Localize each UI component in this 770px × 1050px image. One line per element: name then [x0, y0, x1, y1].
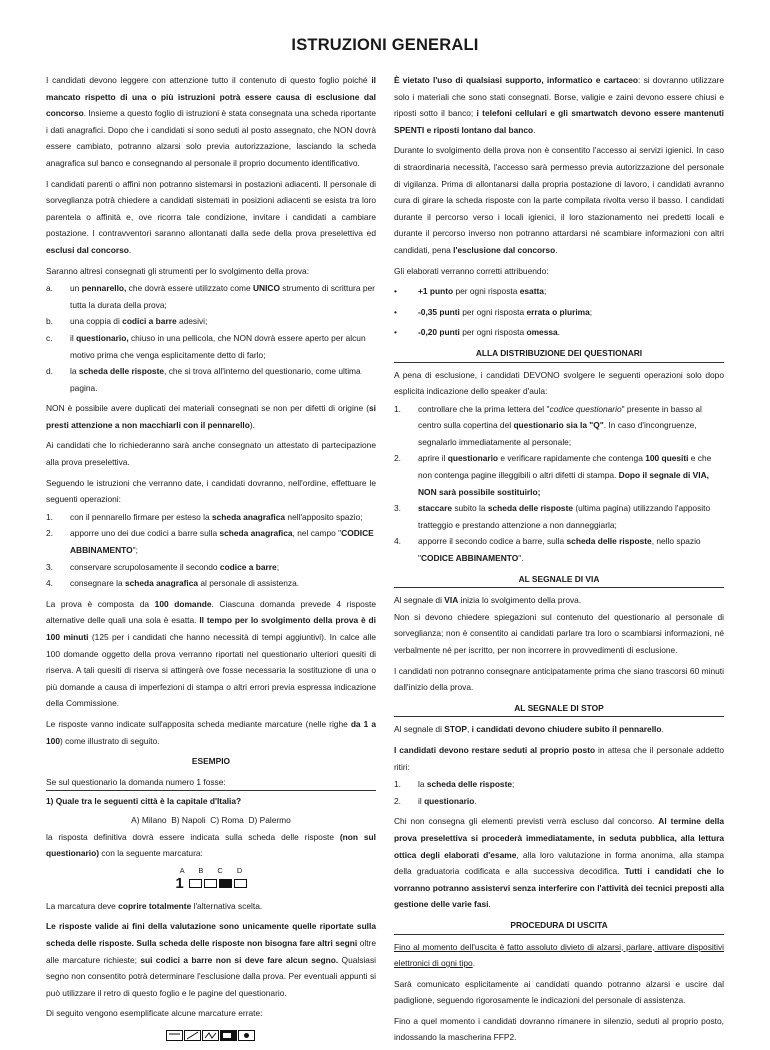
- bubble-a: [189, 879, 202, 888]
- list-item: 4. consegnare la scheda anagrafica al personale di assistenza.: [46, 578, 300, 589]
- list-item: 1. la scheda delle risposte;: [394, 779, 515, 790]
- exit-silence: Fino a quel momento i candidati dovranno rimanere in silenzio, seduti al proprio posto, indossando la mascherina FFP2.: [394, 1015, 724, 1043]
- section-heading-stop: AL SEGNALE DI STOP: [394, 700, 724, 718]
- stop-paragraph: Al segnale di STOP, i candidati devono chiudere subito il pennarello.: [394, 724, 664, 735]
- list-item: 3. conservare scrupolosamente il secondo codice a barre;: [46, 561, 280, 572]
- list-item: b. una coppia di codici a barre adesivi;: [46, 316, 208, 327]
- list-item: c. il questionario, chiuso in una pellicola, che NON dovrà essere aperto per alcun motivo prima che venga esplicitamente detto di farlo;: [46, 332, 366, 360]
- scoring-intro: Gli elaborati verranno corretti attribuendo:: [394, 265, 549, 276]
- forbidden-paragraph: È vietato l'uso di qualsiasi supporto, informatico e cartaceo: si dovranno utilizzare solo i materiali che sono stati consegnati. Borse, valigie e zaini devono essere chiusi e riposti sotto il banco; i telefoni cellulari e gli smartwatch devono essere mantenuti SPENTI e riposti lontano dal banco.: [394, 75, 725, 135]
- stop-list: [394, 776, 724, 809]
- example-heading: ESEMPIO: [191, 756, 231, 767]
- bubble-b: [204, 879, 217, 888]
- duplicates-paragraph: NON è possibile avere duplicati dei materiali consegnati se non per difetti di origine (si presti attenzione a non macchiarli con il pennarello).: [46, 403, 376, 430]
- bubble-example: [46, 866, 376, 892]
- example-marking: la risposta definitiva dovrà essere indicata sulla scheda delle risposte (non sul questionario) con la seguente marcatura:: [46, 831, 376, 859]
- list-item: 1. controllare che la prima lettera del "codice questionario" presente in basso al centro sulla copertina del questionario sia la "Q". In caso d'incongruenze, segnalarlo immediatamente al personale;: [394, 403, 702, 447]
- reading-paragraph: Chi non consegna gli elementi previsti verrà escluso dal concorso. Al termine della prova preselettiva si procederà immediatamente, in seduta pubblica, alla lettura ottica degli elaborati d'esame, alla loro valutazione in forma anonima, alla stampa della graduatoria codificata e alla successiva decodifica. Tutti i candidati che lo vorranno potranno assistervi senza interferire con l'attività dei tecnici preposti alla gestione delle varie fasi.: [394, 816, 725, 910]
- list-item: 2. aprire il questionario e verificare rapidamente che contenga 100 quesiti e che non contenga pagine illeggibili o altri difetti di stampa. Dopo il segnale di VIA, NON sarà possibile sostituirlo;: [394, 453, 712, 497]
- list-item: a. un pennarello, che dovrà essere utilizzato come UNICO strumento di scrittura per tutta la durata della prova;: [46, 283, 375, 310]
- example-options: A) Milano B) Napoli C) Roma D) Palermo: [131, 814, 291, 825]
- operations-intro: Seguendo le istruzioni che verranno date, i candidati dovranno, nell'ordine, effettuare le seguenti operazioni:: [46, 477, 376, 505]
- relatives-paragraph: I candidati parenti o affini non potranno sistemarsi in postazioni adiacenti. Il personale di sorveglianza potrà chiedere a candidati sistemati in posizioni adiacenti se esista tra loro parentela o affinità e, ove ricorra tale condizione, invitare i candidati a cambiare postazione. I contravventori saranno allontanati dalla sede della prova preselettiva ed esclusi dal concorso.: [46, 178, 376, 255]
- tools-intro: Saranno altresì consegnati gli strumenti per lo svolgimento della prova:: [46, 265, 310, 276]
- exit-communication: Sarà comunicato esplicitamente ai candidati quando potranno alzarsi e uscire dal padiglione, seguendo rigorosamente le indicazioni del personale di assistenza.: [394, 978, 724, 1006]
- section-heading-distribution: ALLA DISTRIBUZIONE DEI QUESTIONARI: [394, 345, 724, 363]
- exit-prohibition: Fino al momento dell'uscita è fatto assoluto divieto di alzarsi, parlare, attivare dispositivi elettronici di ogni tipo.: [394, 941, 724, 969]
- list-item: • -0,35 punti per ogni risposta errata o plurima;: [394, 306, 593, 317]
- list-item: d. la scheda delle risposte, che si trova all'interno del questionario, come ultima pagina.: [46, 366, 361, 393]
- cover-paragraph: La marcatura deve coprire totalmente l'alternativa scelta.: [46, 900, 263, 911]
- list-item: 2. apporre uno dei due codici a barre sulla scheda anagrafica, nel campo "CODICE ABBINAMENTO";: [46, 528, 374, 556]
- list-item: 3. staccare subito la scheda delle risposte (ultima pagina) utilizzando l'apposito tratteggio e prestando attenzione a non danneggiarla;: [394, 503, 711, 530]
- list-item: • -0,20 punti per ogni risposta omessa.: [394, 327, 560, 338]
- example-intro: Se sul questionario la domanda numero 1 fosse:: [46, 774, 376, 792]
- list-item: 2. il questionario.: [394, 795, 477, 806]
- left-column: [46, 72, 376, 1042]
- tools-list: [46, 280, 376, 396]
- intro-paragraph: I candidati devono leggere con attenzione tutto il contenuto di questo foglio poiché il mancato rispetto di una o più istruzioni potrà essere causa di esclusione dal concorso. Insieme a questo foglio di istruzioni è stata consegnata una scheda riportante i dati anagrafici. Dopo che i candidati si sono seduti al posto assegnato, che NON dovrà essere cambiato, potranno alzarsi solo previa autorizzazione, lasciando la scheda anagrafica sul banco e consegnando al personale il proprio documento identificativo.: [46, 75, 376, 168]
- stay-seated-paragraph: I candidati devono restare seduti al proprio posto in attesa che il personale addetto ritiri:: [394, 744, 724, 772]
- bubble-c-filled: [219, 879, 232, 888]
- example-question: 1) Quale tra le seguenti città è la capitale d'Italia?: [46, 796, 242, 807]
- restroom-paragraph: Durante lo svolgimento della prova non è consentito l'accesso ai servizi igienici. In caso di straordinaria necessità, l'accesso sarà permesso previa autorizzazione del personale di vigilanza. Prima di allontanarsi dalla propria postazione di lavoro, i candidati avranno cura di girare la scheda risposte con la parte compilata rivolta verso il basso. I candidati durante il percorso verso i locali igienici, il loro stazionamento nei predetti locali e durante il percorso inverso non potranno attardarsi né scambiare informazioni con altri candidati, pena l'esclusione dal concorso.: [394, 145, 724, 255]
- marking-paragraph: Le risposte vanno indicate sull'apposita scheda mediante marcature (nelle righe da 1 a 100) come illustrato di seguito.: [46, 718, 376, 746]
- bubble-d: [234, 879, 247, 888]
- wrong-marks-intro: Di seguito vengono esemplificate alcune marcature errate:: [46, 1008, 263, 1019]
- right-column: [394, 72, 724, 1050]
- list-item: 4. apporre il secondo codice a barre, sulla scheda delle risposte, nello spazio "CODICE ABBINAMENTO".: [394, 536, 701, 564]
- section-heading-via: AL SEGNALE DI VIA: [394, 571, 724, 589]
- wrong-marks-icon: [166, 1030, 256, 1042]
- wrong-marks-examples: [46, 1030, 376, 1042]
- scoring-list: [394, 283, 724, 341]
- section-heading-exit: PROCEDURA DI USCITA: [394, 917, 724, 935]
- bubble-labels: A B C D: [179, 865, 249, 875]
- operations-list: [46, 509, 376, 592]
- via-paragraph: Al segnale di VIA inizia lo svolgimento della prova.: [394, 595, 582, 606]
- certificate-paragraph: Ai candidati che lo richiederanno sarà anche consegnato un attestato di partecipazione alla prova preselettiva.: [46, 440, 376, 468]
- distribution-intro: A pena di esclusione, i candidati DEVONO svolgere le seguenti operazioni solo dopo esplicita indicazione dello speaker d'aula:: [394, 369, 724, 397]
- list-item: • +1 punto per ogni risposta esatta;: [394, 286, 547, 297]
- bubble-number: 1: [175, 874, 184, 892]
- distribution-list: [394, 401, 724, 567]
- valid-answers-paragraph: Le risposte valide ai fini della valutazione sono unicamente quelle riportate sulla scheda delle risposte. Sulla scheda delle risposte non bisogna fare altri segni oltre alle marcature richieste; sui codici a barre non si deve fare alcun segno. Qualsiasi segno non consentito potrà determinare l'esclusione dalla prova. Per eventuali appunti si può utilizzare il retro di questo foglio e le pagine del questionario.: [46, 921, 377, 998]
- early-delivery-paragraph: I candidati non potranno consegnare anticipatamente prima che siano trascorsi 60 minuti dall'inizio della prova.: [394, 665, 724, 693]
- test-paragraph: La prova è composta da 100 domande. Ciascuna domanda prevede 4 risposte alternative delle quali una sola è esatta. Il tempo per lo svolgimento della prova è di 100 minuti (125 per i candidati che hanno necessità di tempi aggiuntivi). In calce alle 100 domande oggetto della prova verranno riportati nel questionario ulteriori quesiti di riserva. A tali quesiti di riserva si attingerà ove fosse necessaria la sostituzione di una o più domande a causa di imperfezioni di stampa o altri errori previa espressa indicazione della Commissione.: [46, 598, 376, 709]
- list-item: 1. con il pennarello firmare per esteso la scheda anagrafica nell'apposito spazio;: [46, 511, 363, 522]
- page-title: ISTRUZIONI GENERALI: [291, 36, 479, 54]
- no-questions-paragraph: Non si devono chiedere spiegazioni sul contenuto del questionario al personale di sorveglianza; non è consentito ai candidati parlare tra loro o scambiarsi informazioni, né verbalmente né per iscritto, per non incorrere in provvedimenti di esclusione.: [394, 611, 724, 655]
